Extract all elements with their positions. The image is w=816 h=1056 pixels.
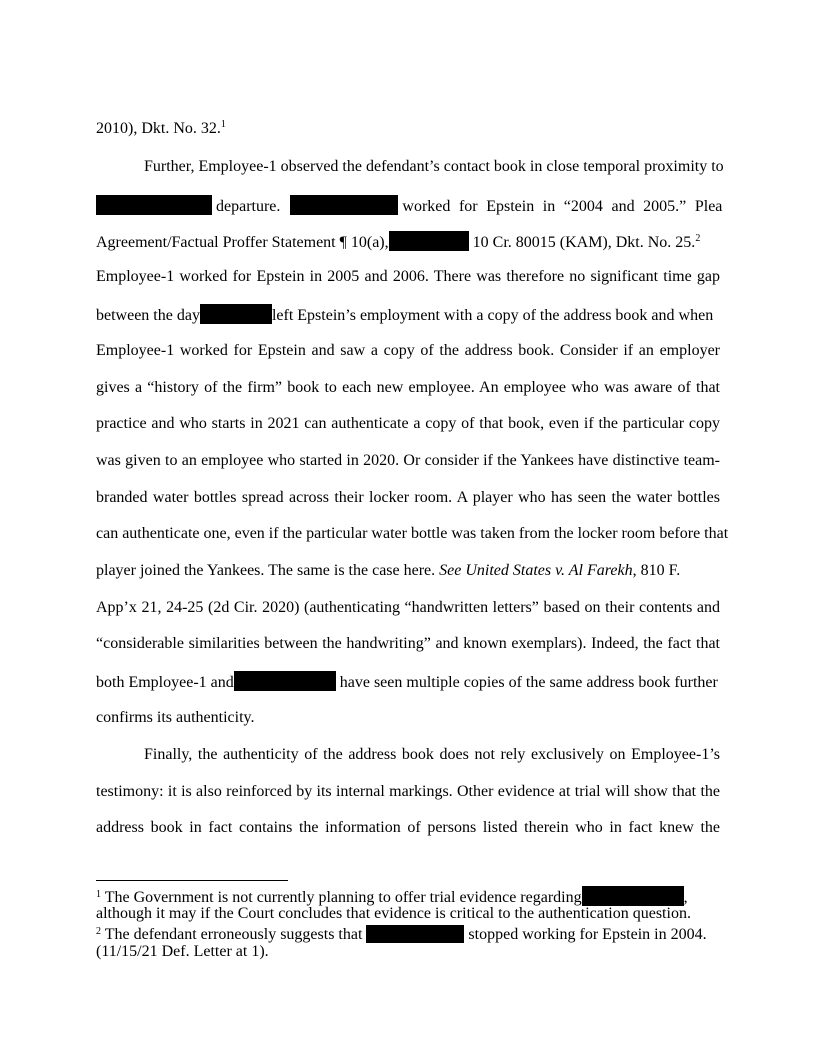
line-text: both Employee-1 and (96, 674, 234, 691)
body-line (96, 634, 720, 654)
line-text: have seen multiple copies of the same address book further (339, 674, 718, 691)
footnote-ref-2[interactable]: 2 (695, 233, 701, 244)
line-text: gives a “history of the firm” book to each new employee. An employee who was aware of that (96, 379, 720, 396)
body-line (96, 524, 729, 544)
footnote-number: 2 (96, 926, 101, 937)
redaction-box (389, 231, 469, 251)
line-text: departure. (216, 198, 281, 215)
footnote-text: although it may if the Court concludes that evidence is critical to the authentication question. (96, 905, 691, 922)
body-line (96, 561, 720, 581)
line-text: player joined the Yankees. The same is the case here. (96, 562, 436, 579)
line-text: Employee-1 worked for Epstein in 2005 and 2006. There was therefore no significant time gap (96, 268, 720, 285)
line-text: , 810 F. (632, 562, 681, 579)
line-text: testimony: it is also reinforced by its internal markings. Other evidence at trial will show that the (96, 783, 720, 800)
body-line (96, 231, 720, 253)
body-line (144, 157, 724, 177)
line-text: 2010), Dkt. No. 32. (96, 120, 221, 137)
footnote-separator (96, 880, 288, 881)
line-text: 10 Cr. 80015 (KAM), Dkt. No. 25. (472, 234, 696, 251)
footnote-text: The Government is not currently planning to offer trial evidence regarding (104, 889, 582, 906)
line-text: App’x 21, 24-25 (2d Cir. 2020) (authenticating “handwritten letters” based on their contents and (96, 599, 720, 616)
redaction-box (200, 304, 272, 324)
line-text: left Epstein’s employment with a copy of the address book and when (271, 307, 714, 324)
redaction-box (582, 886, 684, 906)
redaction-box (96, 195, 212, 215)
body-line (96, 671, 720, 693)
body-line (96, 488, 720, 508)
footnote-1 (96, 886, 720, 907)
line-text: was given to an employee who started in 2020. Or consider if the Yankees have distinctive team- (96, 452, 720, 469)
line-text: can authenticate one, even if the particular water bottle was taken from the locker room before that (96, 525, 729, 542)
line-text: practice and who starts in 2021 can authenticate a copy of that book, even if the particular copy (96, 415, 720, 432)
footnote-ref-1[interactable]: 1 (220, 119, 226, 130)
line-text: “considerable similarities between the handwriting” and known exemplars). Indeed, the fact that (96, 635, 720, 652)
line-text: address book in fact contains the information of persons listed therein who in fact knew the (96, 819, 720, 836)
body-line (96, 818, 720, 838)
footnote-text: , (683, 889, 688, 906)
line-text: worked for Epstein in “2004 and 2005.” Plea (402, 198, 723, 215)
line-text: Employee-1 worked for Epstein and saw a copy of the address book. Consider if an employer (96, 342, 720, 359)
line-text: between the day (96, 307, 200, 324)
footnote-text: (11/15/21 Def. Letter at 1). (96, 943, 269, 960)
body-line (96, 195, 723, 217)
case-citation: See United States v. Al Farekh (439, 562, 633, 579)
footnote-2 (96, 925, 720, 944)
footnote-number: 1 (96, 889, 101, 900)
body-line (96, 782, 720, 802)
body-line (96, 304, 720, 326)
body-line (96, 598, 720, 618)
redaction-box (234, 671, 336, 691)
footnote-text: The defendant erroneously suggests that (104, 926, 363, 943)
line-text: Agreement/Factual Proffer Statement ¶ 10(a), (96, 234, 389, 251)
footnote-1-cont (96, 905, 720, 923)
body-line (96, 267, 720, 287)
line-text: branded water bottles spread across their locker room. A player who has seen the water bottles (96, 489, 720, 506)
line-text: confirms its authenticity. (96, 709, 255, 726)
footnote-2-cont (96, 943, 720, 961)
body-line (96, 708, 720, 728)
footnote-text: stopped working for Epstein in 2004. (468, 926, 707, 943)
body-line (96, 341, 720, 361)
body-line (96, 414, 720, 434)
line-text: Finally, the authenticity of the address book does not rely exclusively on Employee-1’s (144, 746, 720, 763)
body-line (96, 451, 720, 471)
body-line (96, 119, 720, 139)
redaction-box (290, 195, 398, 215)
redaction-box (366, 925, 464, 943)
body-line (144, 745, 720, 765)
body-line (96, 378, 720, 398)
line-text: Further, Employee-1 observed the defendant’s contact book in close temporal proximity to (144, 158, 724, 175)
